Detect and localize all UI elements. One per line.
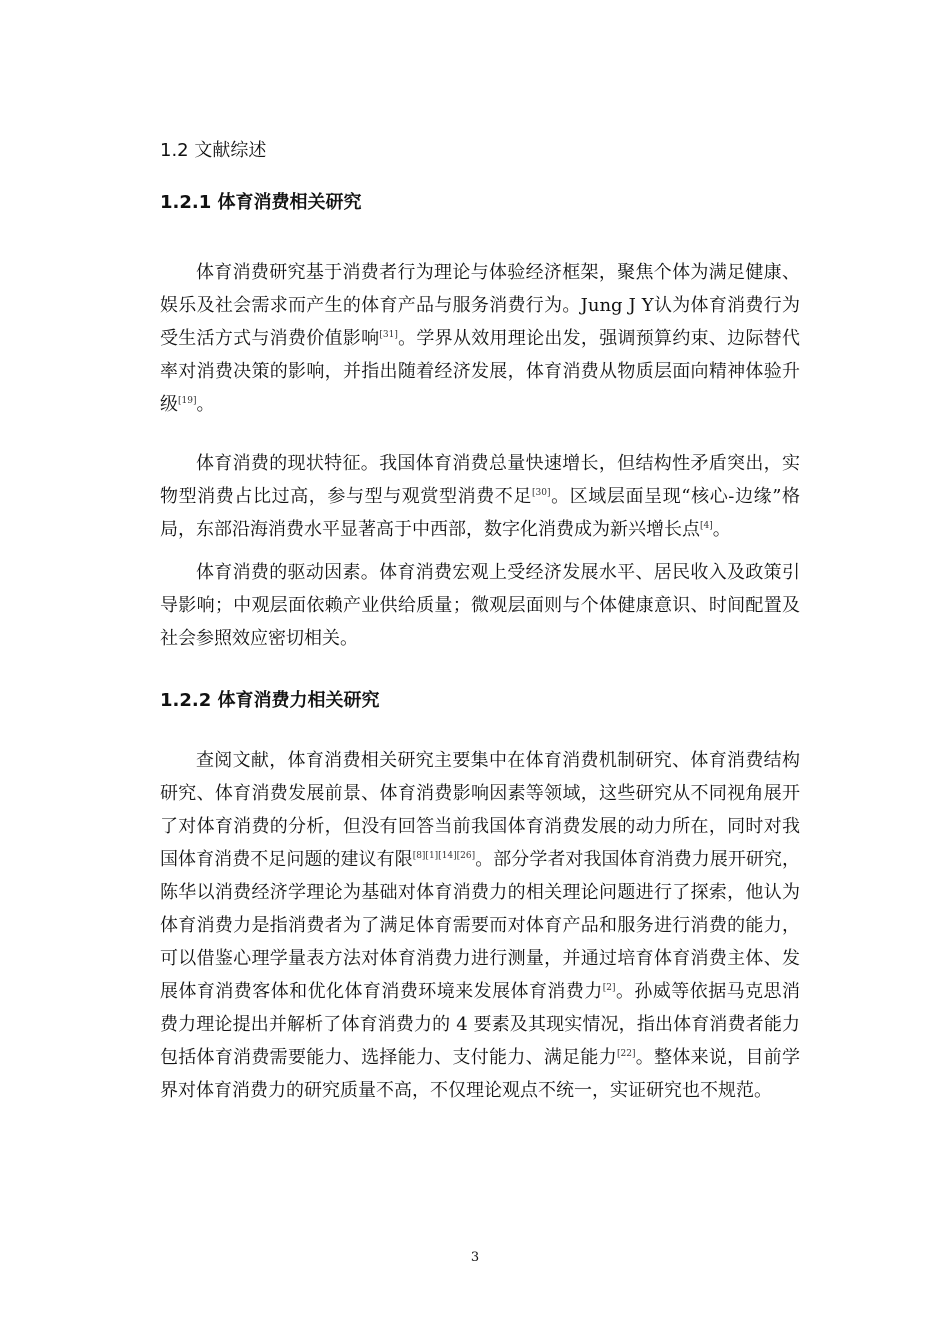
paragraph-text: 。整体来说，目前学界对体育消费力的研究质量不高，不仅理论观点不统一，实证研究也不规范。 <box>160 1047 801 1101</box>
paragraph-text: 。 <box>712 519 731 540</box>
paragraph-text: 体育消费的驱动因素。体育消费宏观上受经济发展水平、居民收入及政策引导影响；中观层面依赖产业供给质量；微观层面则与个体健康意识、时间配置及社会参照效应密切相关。 <box>160 562 800 649</box>
subsection-heading-1-2-1: 1.2.1 体育消费相关研究 <box>160 192 362 213</box>
paragraph-text: 体育消费的现状特征。我国体育消费总量快速增长，但结构性矛盾突出，实物型消费占比过高，参与型与观赏型消费不足 <box>160 453 800 507</box>
page-number: 3 <box>470 1250 480 1265</box>
citation-ref: [8][1][14][26] <box>412 851 476 861</box>
paragraph <box>160 556 800 655</box>
citation-ref: [30] <box>532 488 551 498</box>
paragraph-text: 。孙威等依据马克思消费力理论提出并解析了体育消费力的 4 要素及其现实情况，指出体育消费者能力包括体育消费需要能力、选择能力、支付能力、满足能力 <box>160 981 801 1068</box>
section-title: 1.2 文献综述 <box>160 140 267 161</box>
paragraph-text: 。 <box>196 394 215 415</box>
citation-ref: [31] <box>379 330 398 340</box>
citation-ref: [2] <box>602 983 616 993</box>
paragraph-text: 体育消费研究基于消费者行为理论与体验经济框架，聚焦个体为满足健康、娱乐及社会需求而产生的体育产品与服务消费行为。Jung J Y认为体育消费行为受生活方式与消费价值影响 <box>160 262 800 349</box>
subsection-heading-1-2-2: 1.2.2 体育消费力相关研究 <box>160 690 380 711</box>
paragraph-text: 查阅文献，体育消费相关研究主要集中在体育消费机制研究、体育消费结构研究、体育消费发展前景、体育消费影响因素等领域，这些研究从不同视角展开了对体育消费的分析，但没有回答当前我国体育消费发展的动力所在，同时对我国体育消费不足问题的建议有限 <box>160 750 800 870</box>
paragraph <box>160 256 800 421</box>
citation-ref: [19] <box>178 396 197 406</box>
paragraph-text: 。区域层面呈现“核心-边缘”格局，东部沿海消费水平显著高于中西部，数字化消费成为新兴增长点 <box>160 486 800 540</box>
citation-ref: [22] <box>617 1049 636 1059</box>
citation-ref: [4] <box>700 521 713 531</box>
paragraph <box>160 744 800 1107</box>
paragraph-text: 。部分学者对我国体育消费力展开研究，陈华以消费经济学理论为基础对体育消费力的相关理论问题进行了探索，他认为体育消费力是指消费者为了满足体育需要而对体育产品和服务进行消费的能力，可以借鉴心理学量表方法对体育消费力进行测量，并通过培育体育消费主体、发展体育消费客体和优化体育消费环境来发展体育消费力 <box>160 849 801 1002</box>
paragraph-text: 。学界从效用理论出发，强调预算约束、边际替代率对消费决策的影响，并指出随着经济发展，体育消费从物质层面向精神体验升级 <box>160 328 800 415</box>
paragraph <box>160 447 800 546</box>
